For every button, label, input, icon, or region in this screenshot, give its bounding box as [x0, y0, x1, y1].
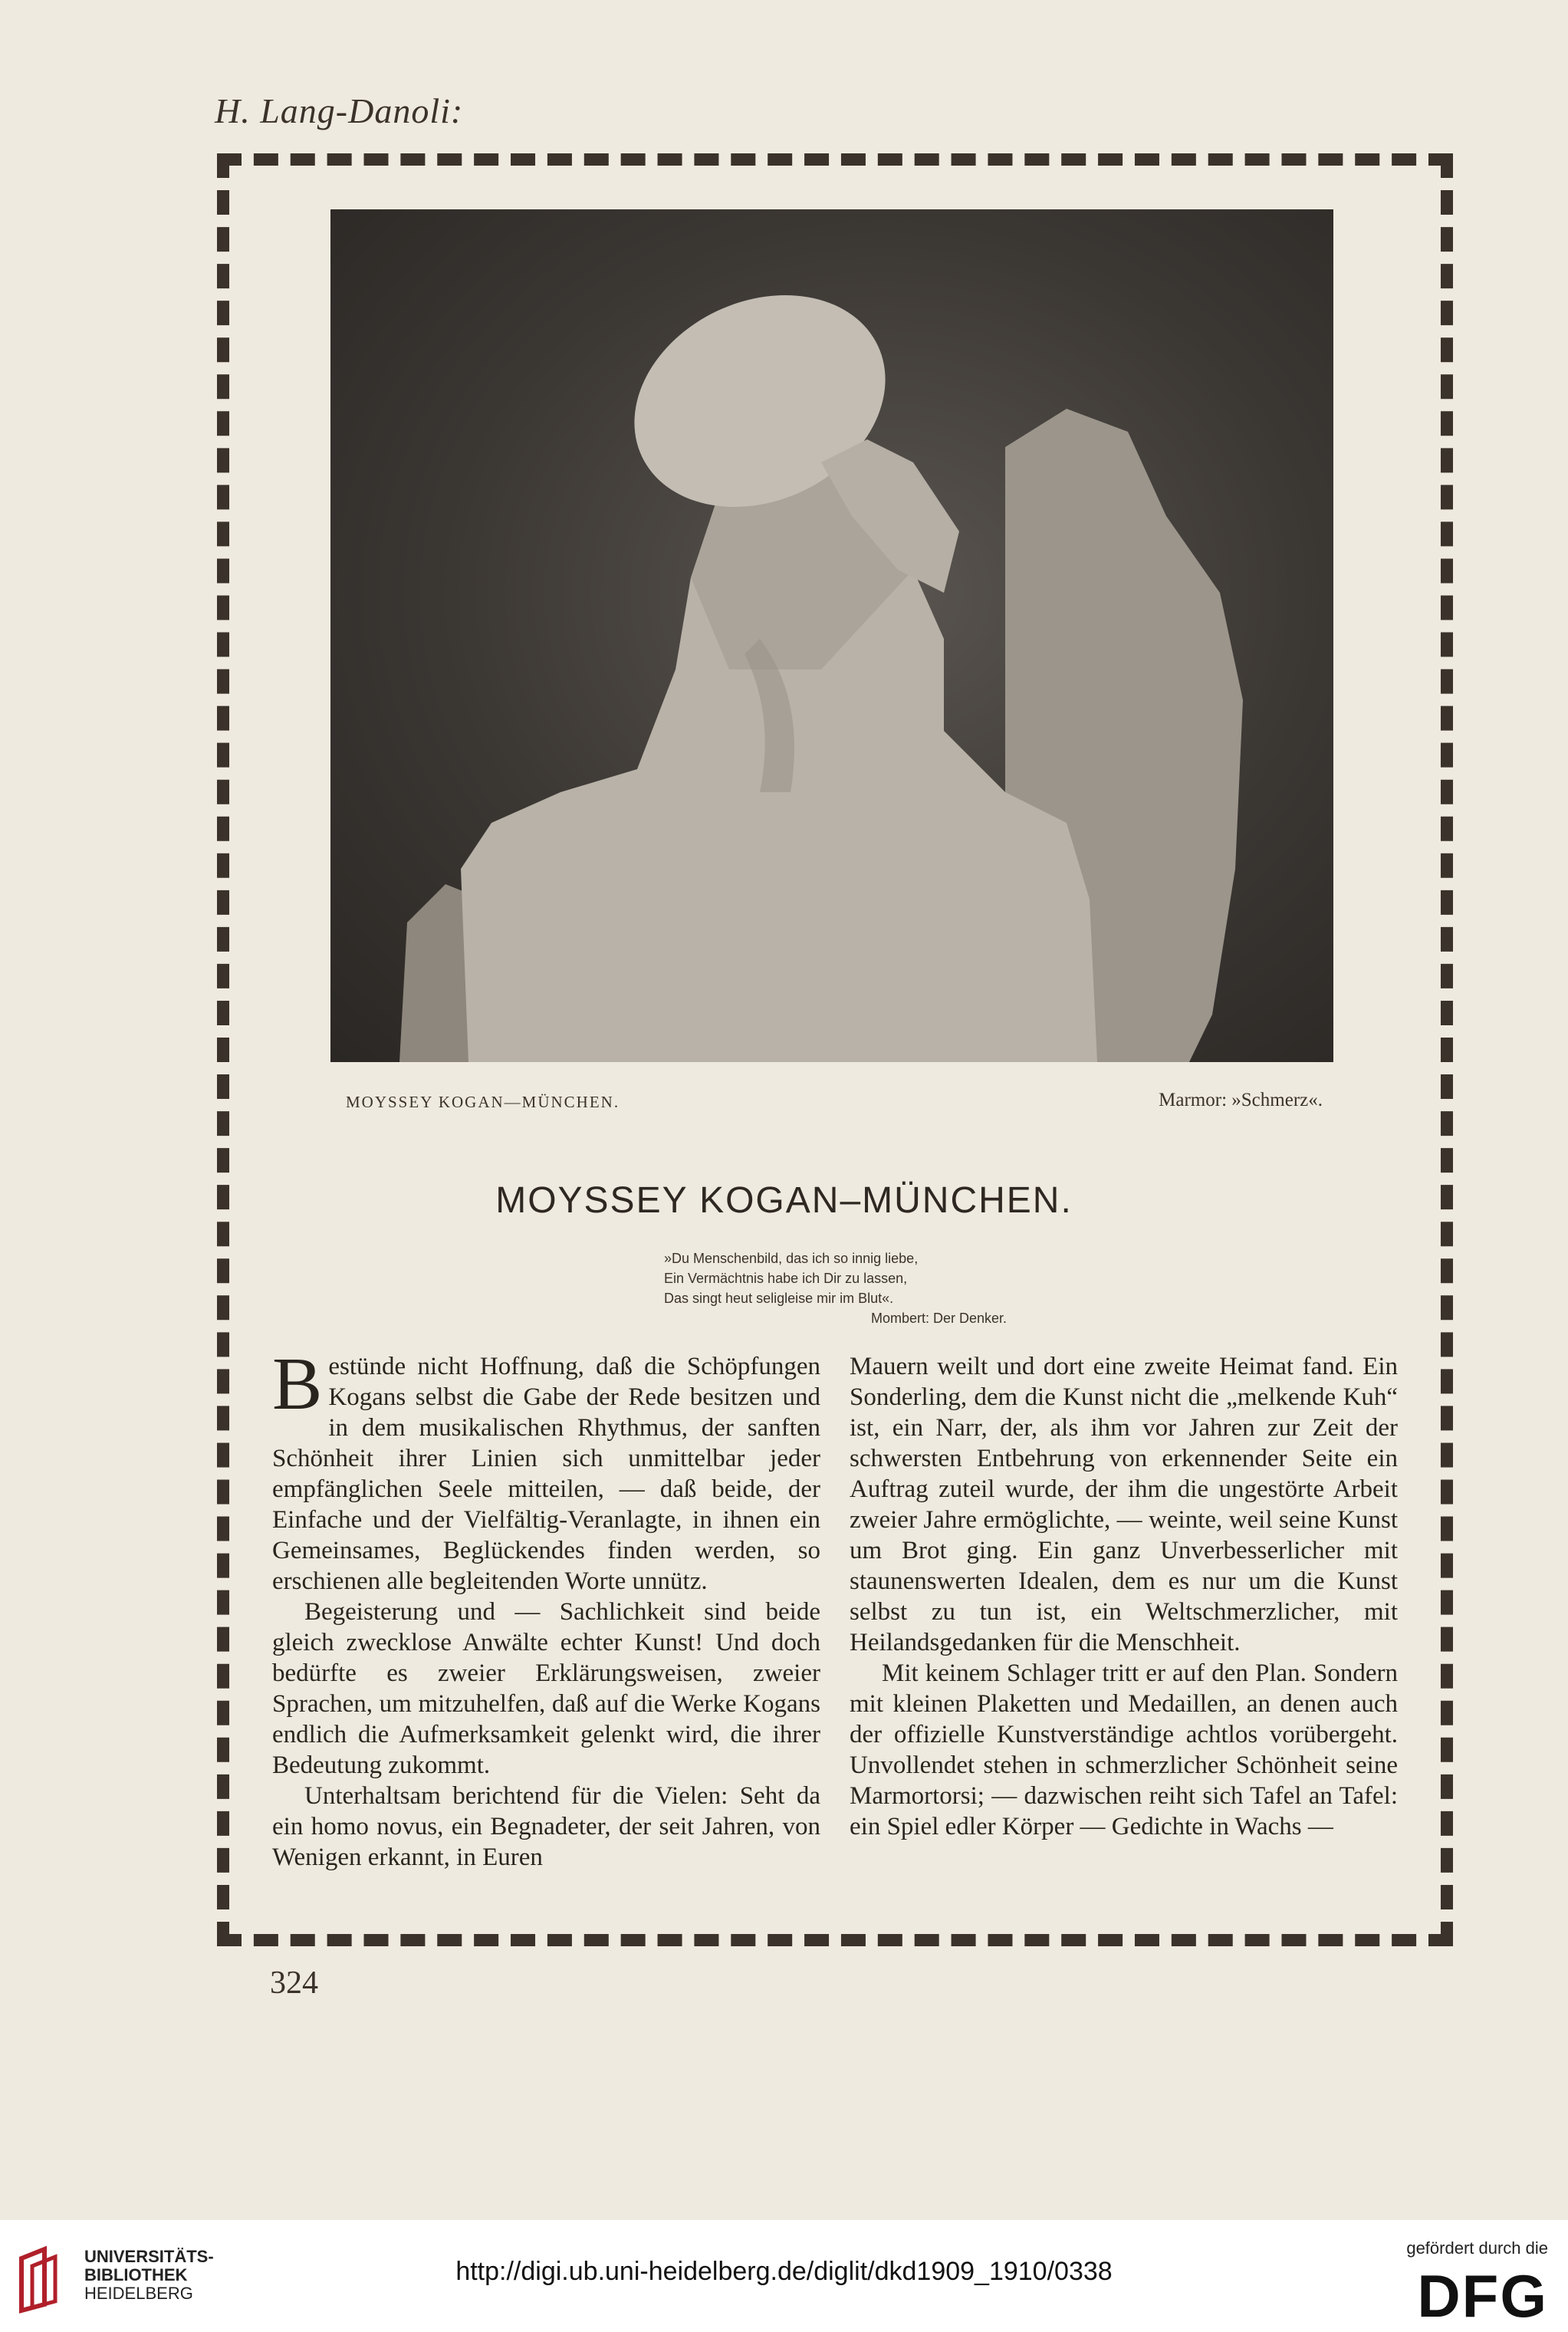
epigraph-line: »Du Menschenbild, das ich so innig liebe, — [664, 1251, 919, 1266]
permalink-url[interactable]: http://digi.ub.uni-heidelberg.de/diglit/dkd1909_1910/0338 — [455, 2257, 1113, 2286]
dfg-logo: DFG — [1417, 2262, 1548, 2330]
funding-note: gefördert durch die — [1406, 2238, 1548, 2258]
paragraph: Mauern weilt und dort eine zweite Heimat fand. Ein Sonderling, dem die Kunst nicht die „melkende Kuh“ ist, ein Narr, der, als ihm vor Jahren zur Zeit der schwersten Entbehrung von erkennender Seite ein Auftrag zuteil wurde, der ihm die ungestörte Arbeit zweier Jahre ermöglichte, — weinte, weil seine Kunst um Brot ging. Ein ganz Unverbesserlicher mit staunenswerten Idealen, dem es nur um die Kunst selbst zu tun ist, ein Weltschmerzlicher, mit Heilandsgedanken für die Menschheit. — [850, 1353, 1398, 1656]
epigraph-attribution: Mombert: Der Denker. — [871, 1311, 1008, 1326]
epigraph-line: Das singt heut seligleise mir im Blut«. — [664, 1291, 894, 1306]
paragraph: Begeisterung und — Sachlichkeit sind beide gleich zwecklose Anwälte echter Kunst! Und doch bedürfte es zweier Erklärungsweisen, zweier Sprachen, um mitzuhelfen, daß auf die Werke Kogans endlich die Aufmerksamkeit gelenkt wird, die ihrer Bedeutung zukommt. — [272, 1598, 820, 1779]
text-column-right — [850, 1351, 1398, 1842]
paragraph — [272, 1343, 820, 1597]
running-title: H. Lang-Danoli: — [215, 91, 464, 130]
epigraph — [664, 1248, 1070, 1328]
page-number: 324 — [270, 1965, 318, 2001]
figure-caption-work: Marmor: »Schmerz«. — [1159, 1090, 1323, 1110]
digitization-footer — [0, 2220, 1568, 2332]
paragraph-text: estünde nicht Hoffnung, daß die Schöpfungen Kogans selbst die Gabe der Rede besitzen und in dem musikalischen Rhythmus, der sanften Schönheit ihrer Linien sich unmittelbar jeder empfänglichen Seele mitteilen, — daß beide, der Einfache und der Vielfältig-Veranlagte, in ihnen ein Gemeinsames, Beglückendes finden werden, so erschienen alle begleitenden Worte unnütz. — [272, 1353, 820, 1595]
library-name-line: UNIVERSITÄTS- — [84, 2247, 214, 2266]
sculpture-photograph — [330, 209, 1333, 1062]
paragraph: Mit keinem Schlager tritt er auf den Plan. Sondern mit kleinen Plaketten und Medaillen, an denen auch der offizielle Kunstverständige achtlos vorübergeht. Unvollendet stehen in schmerzlicher Schönheit seine Marmortorsi; — dazwischen reiht sich Tafel an Tafel: ein Spiel edler Körper — Gedichte in Wachs — — [850, 1659, 1398, 1840]
figure-caption-artist: MOYSSEY KOGAN—MÜNCHEN. — [346, 1093, 620, 1111]
text-column-left — [272, 1343, 820, 1873]
drop-cap: B — [272, 1343, 323, 1426]
library-name-line: HEIDELBERG — [84, 2284, 193, 2303]
marble-bust-image — [330, 209, 1333, 1062]
epigraph-line: Ein Vermächtnis habe ich Dir zu lassen, — [664, 1271, 908, 1286]
library-name-line: BIBLIOTHEK — [84, 2265, 188, 2284]
article-title: MOYSSEY KOGAN–MÜNCHEN. — [495, 1180, 1073, 1221]
paragraph: Unterhaltsam berichtend für die Vielen: Seht da ein homo novus, ein Begnadeter, der seit Jahren, von Wenigen erkannt, in Euren — [272, 1782, 820, 1871]
